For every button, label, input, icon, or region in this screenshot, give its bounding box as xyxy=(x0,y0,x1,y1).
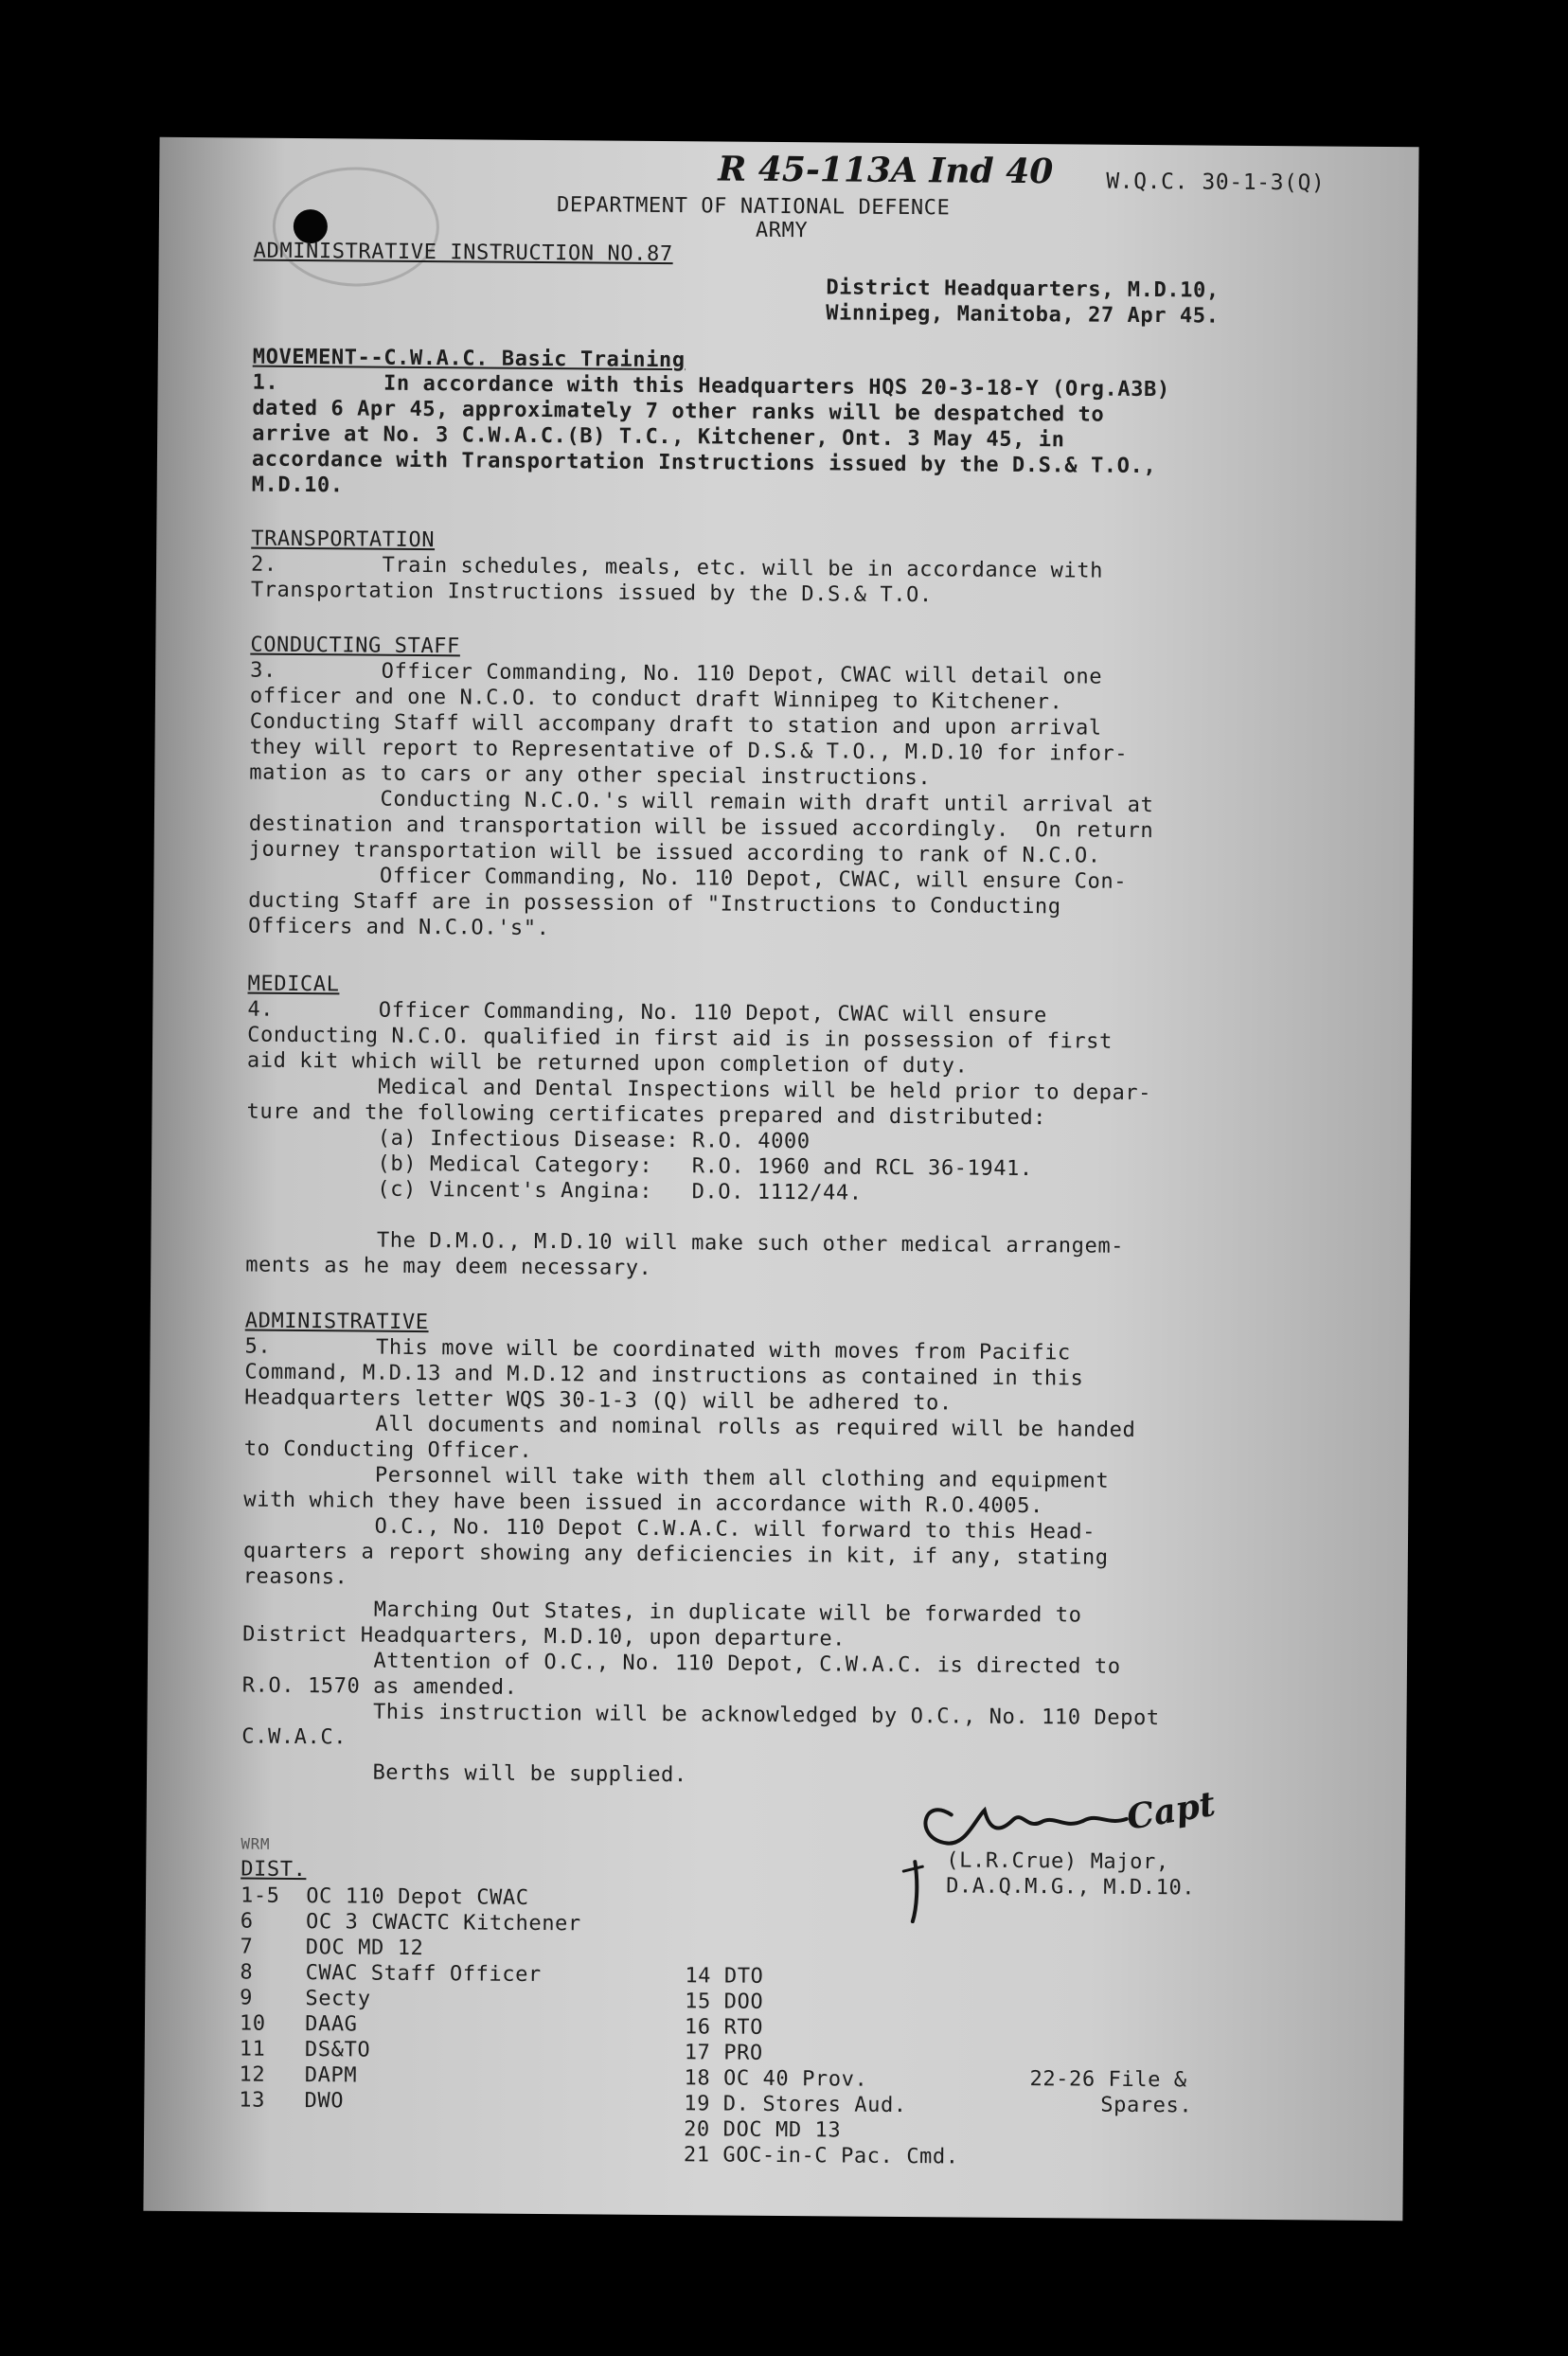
para2-line: 2. Train schedules, meals, etc. will be in accordance with xyxy=(250,552,1104,583)
files-and-spares: Spares. xyxy=(1100,2093,1193,2118)
para5-line: Berths will be supplied. xyxy=(241,1759,687,1788)
para1-line: 1. In accordance with this Headquarters HQS 20-3-18-Y (Org.A3B) xyxy=(252,370,1170,402)
para5-line: 5. This move will be coordinated with moves from Pacific xyxy=(244,1334,1071,1365)
para5-line: Personnel will take with them all clothing and equipment xyxy=(243,1462,1110,1493)
para5-line: All documents and nominal rolls as required will be handed xyxy=(243,1411,1136,1442)
department-heading: DEPARTMENT OF NATIONAL DEFENCE xyxy=(556,193,951,221)
para3-line: Officers and N.C.O.'s". xyxy=(247,914,550,941)
distribution-entry: 19 D. Stores Aud. xyxy=(684,2092,907,2118)
para3-line: ducting Staff are in possession of "Instructions to Conducting xyxy=(248,888,1061,919)
district-line-1: District Headquarters, M.D.10, xyxy=(826,276,1220,303)
distribution-entry: 13 DWO xyxy=(239,2088,345,2114)
para5-line: Marching Out States, in duplicate will be forwarded to xyxy=(242,1597,1082,1628)
para4-line: 4. Officer Commanding, No. 110 Depot, CWAC will ensure xyxy=(247,997,1048,1028)
para1-line: M.D.10. xyxy=(251,473,344,498)
para3-line: mation as to cars or any other special instructions. xyxy=(249,760,932,791)
instruction-title: ADMINISTRATIVE INSTRUCTION NO.87 xyxy=(253,239,673,267)
distribution-entry: 7 DOC MD 12 xyxy=(240,1935,424,1961)
para1-line: arrive at No. 3 C.W.A.C.(B) T.C., Kitchener, Ont. 3 May 45, in xyxy=(252,421,1065,453)
para3-line: Officer Commanding, No. 110 Depot, CWAC, will ensure Con- xyxy=(248,863,1128,894)
transportation-heading: TRANSPORTATION xyxy=(251,527,436,553)
para4-line: ments as he may deem necessary. xyxy=(245,1253,652,1280)
para5-line: quarters a report showing any deficiencies in kit, if any, stating xyxy=(242,1539,1109,1570)
para5-line: with which they have been issued in accordance with R.O.4005. xyxy=(243,1488,1043,1519)
distribution-entry: 20 DOC MD 13 xyxy=(684,2117,842,2143)
signatory-title: D.A.Q.M.G., M.D.10. xyxy=(946,1874,1196,1901)
para5-line: Attention of O.C., No. 110 Depot, C.W.A.C. is directed to xyxy=(241,1648,1121,1679)
distribution-entry: 18 OC 40 Prov. xyxy=(684,2066,868,2092)
distribution-entry: 8 CWAC Staff Officer xyxy=(240,1960,542,1988)
para1-line: dated 6 Apr 45, approximately 7 other ranks will be despatched to xyxy=(252,396,1105,427)
para5-line: reasons. xyxy=(242,1564,348,1590)
typist-initials: WRM xyxy=(241,1834,271,1853)
files-and-spares: 22-26 File & xyxy=(1029,2067,1187,2093)
distribution-entry: 21 GOC-in-C Pac. Cmd. xyxy=(683,2143,959,2169)
handwritten-rank: Capt xyxy=(1123,1783,1219,1838)
para5-line: to Conducting Officer. xyxy=(243,1437,533,1463)
para4-line: Medical and Dental Inspections will be held prior to depar- xyxy=(246,1074,1152,1106)
document-page xyxy=(143,137,1418,2221)
signatory-name: (L.R.Crue) Major, xyxy=(946,1848,1169,1875)
distribution-entry: 9 Secty xyxy=(240,1986,371,2011)
distribution-heading: DIST. xyxy=(241,1857,307,1883)
medical-heading: MEDICAL xyxy=(247,972,340,997)
para5-line: R.O. 1570 as amended. xyxy=(241,1673,518,1700)
district-line-2: Winnipeg, Manitoba, 27 Apr 45. xyxy=(826,301,1220,329)
file-reference: W.Q.C. 30-1-3(Q) xyxy=(1106,169,1326,196)
para4-line: (c) Vincent's Angina: D.O. 1112/44. xyxy=(245,1176,863,1205)
para3-line: 3. Officer Commanding, No. 110 Depot, CWAC will detail one xyxy=(250,658,1103,689)
service-heading: ARMY xyxy=(755,218,809,243)
para3-line: destination and transportation will be issued accordingly. On return xyxy=(248,812,1154,844)
para5-line: C.W.A.C. xyxy=(241,1724,347,1750)
para3-line: Conducting N.C.O.'s will remain with draft until arrival at xyxy=(249,786,1154,818)
para3-line: Conducting Staff will accompany draft to station and upon arrival xyxy=(249,709,1102,741)
administrative-heading: ADMINISTRATIVE xyxy=(244,1309,429,1335)
handwritten-file-reference: R 45-113A Ind 40 xyxy=(718,149,1054,192)
distribution-entry: 14 DTO xyxy=(685,1964,764,1989)
para4-line: ture and the following certificates prepared and distributed: xyxy=(246,1099,1047,1131)
para4-line: (a) Infectious Disease: R.O. 4000 xyxy=(246,1125,811,1154)
para3-line: officer and one N.C.O. to conduct draft Winnipeg to Kitchener. xyxy=(249,684,1063,715)
distribution-entry: 17 PRO xyxy=(684,2041,763,2065)
distribution-entry: 12 DAPM xyxy=(239,2062,358,2088)
para4-line: Conducting N.C.O. qualified in first aid is in possession of first xyxy=(247,1023,1114,1054)
distribution-entry: 16 RTO xyxy=(684,2015,764,2040)
conducting-staff-heading: CONDUCTING STAFF xyxy=(250,633,461,659)
para4-line: aid kit which will be returned upon completion of duty. xyxy=(246,1048,969,1079)
para5-line: This instruction will be acknowledged by O.C., No. 110 Depot xyxy=(241,1699,1160,1731)
para4-line: (b) Medical Category: R.O. 1960 and RCL 36-1941. xyxy=(246,1151,1033,1182)
para5-line: District Headquarters, M.D.10, upon departure. xyxy=(242,1622,846,1651)
distribution-entry: 11 DS&TO xyxy=(239,2037,371,2062)
distribution-entry: 1-5 OC 110 Depot CWAC xyxy=(240,1883,529,1910)
para5-line: O.C., No. 110 Depot C.W.A.C. will forward to this Head- xyxy=(243,1513,1096,1544)
para3-line: they will report to Representative of D.S.& T.O., M.D.10 for infor- xyxy=(249,735,1129,766)
para4-line: The D.M.O., M.D.10 will make such other medical arrangem- xyxy=(245,1227,1125,1258)
para5-line: Headquarters letter WQS 30-1-3 (Q) will be adhered to. xyxy=(244,1385,953,1416)
distribution-entry: 10 DAAG xyxy=(239,2011,358,2037)
para3-line: journey transportation will be issued according to rank of N.C.O. xyxy=(248,837,1101,868)
para2-line: Transportation Instructions issued by the D.S.& T.O. xyxy=(250,578,933,608)
distribution-entry: 6 OC 3 CWACTC Kitchener xyxy=(240,1909,581,1937)
para5-line: Command, M.D.13 and M.D.12 and instructions as contained in this xyxy=(244,1360,1084,1391)
distribution-entry: 15 DOO xyxy=(685,1990,764,2014)
para1-line: accordance with Transportation Instructions issued by the D.S.& T.O., xyxy=(251,447,1157,479)
movement-heading: MOVEMENT--C.W.A.C. Basic Training xyxy=(252,345,686,373)
